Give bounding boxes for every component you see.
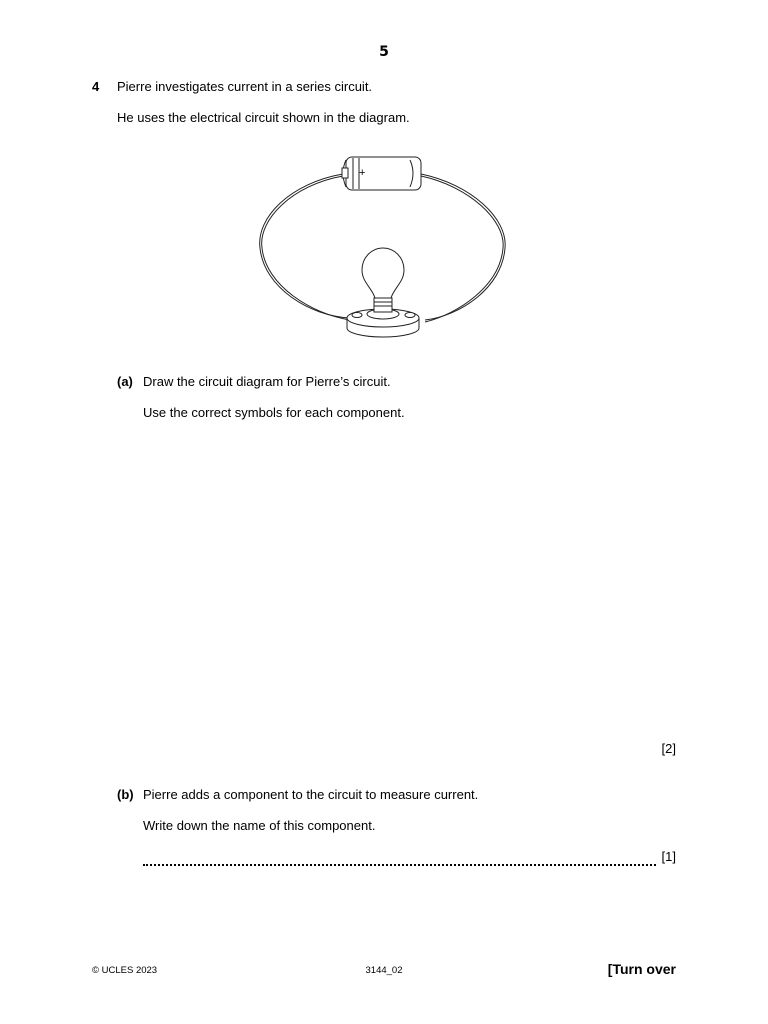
footer-paper-code: 3144_02 — [365, 965, 403, 976]
part-b-label: (b) — [117, 787, 134, 802]
footer-turn-over: [Turn over — [607, 961, 676, 977]
part-a-symbols-note: Use the correct symbols for each component. — [143, 405, 405, 420]
part-a-marks: [2] — [661, 741, 676, 756]
footer-copyright: © UCLES 2023 — [92, 965, 158, 976]
wire-right — [421, 174, 505, 320]
part-b-answer-line[interactable] — [143, 864, 656, 866]
lamp-icon — [347, 248, 419, 337]
part-b-question: Pierre adds a component to the circuit to measure current. — [143, 787, 479, 802]
battery-icon — [342, 157, 421, 190]
wire-left-inner — [262, 176, 350, 320]
question-diagram-caption: He uses the electrical circuit shown in the diagram. — [117, 110, 410, 125]
question-intro: Pierre investigates current in a series circuit. — [117, 79, 373, 94]
wire-left — [260, 174, 350, 318]
part-b-instruction: Write down the name of this component. — [143, 818, 376, 833]
wire-right-inner — [421, 176, 503, 322]
part-a-instruction: Draw the circuit diagram for Pierre’s circuit. — [143, 374, 391, 389]
circuit-diagram — [250, 148, 520, 348]
part-a-label: (a) — [117, 374, 133, 389]
page-number: 5 — [379, 44, 389, 60]
question-number: 4 — [92, 79, 100, 94]
svg-text:+: + — [359, 167, 366, 179]
part-b-marks: [1] — [661, 849, 676, 864]
part-a-drawing-area[interactable] — [143, 432, 676, 732]
